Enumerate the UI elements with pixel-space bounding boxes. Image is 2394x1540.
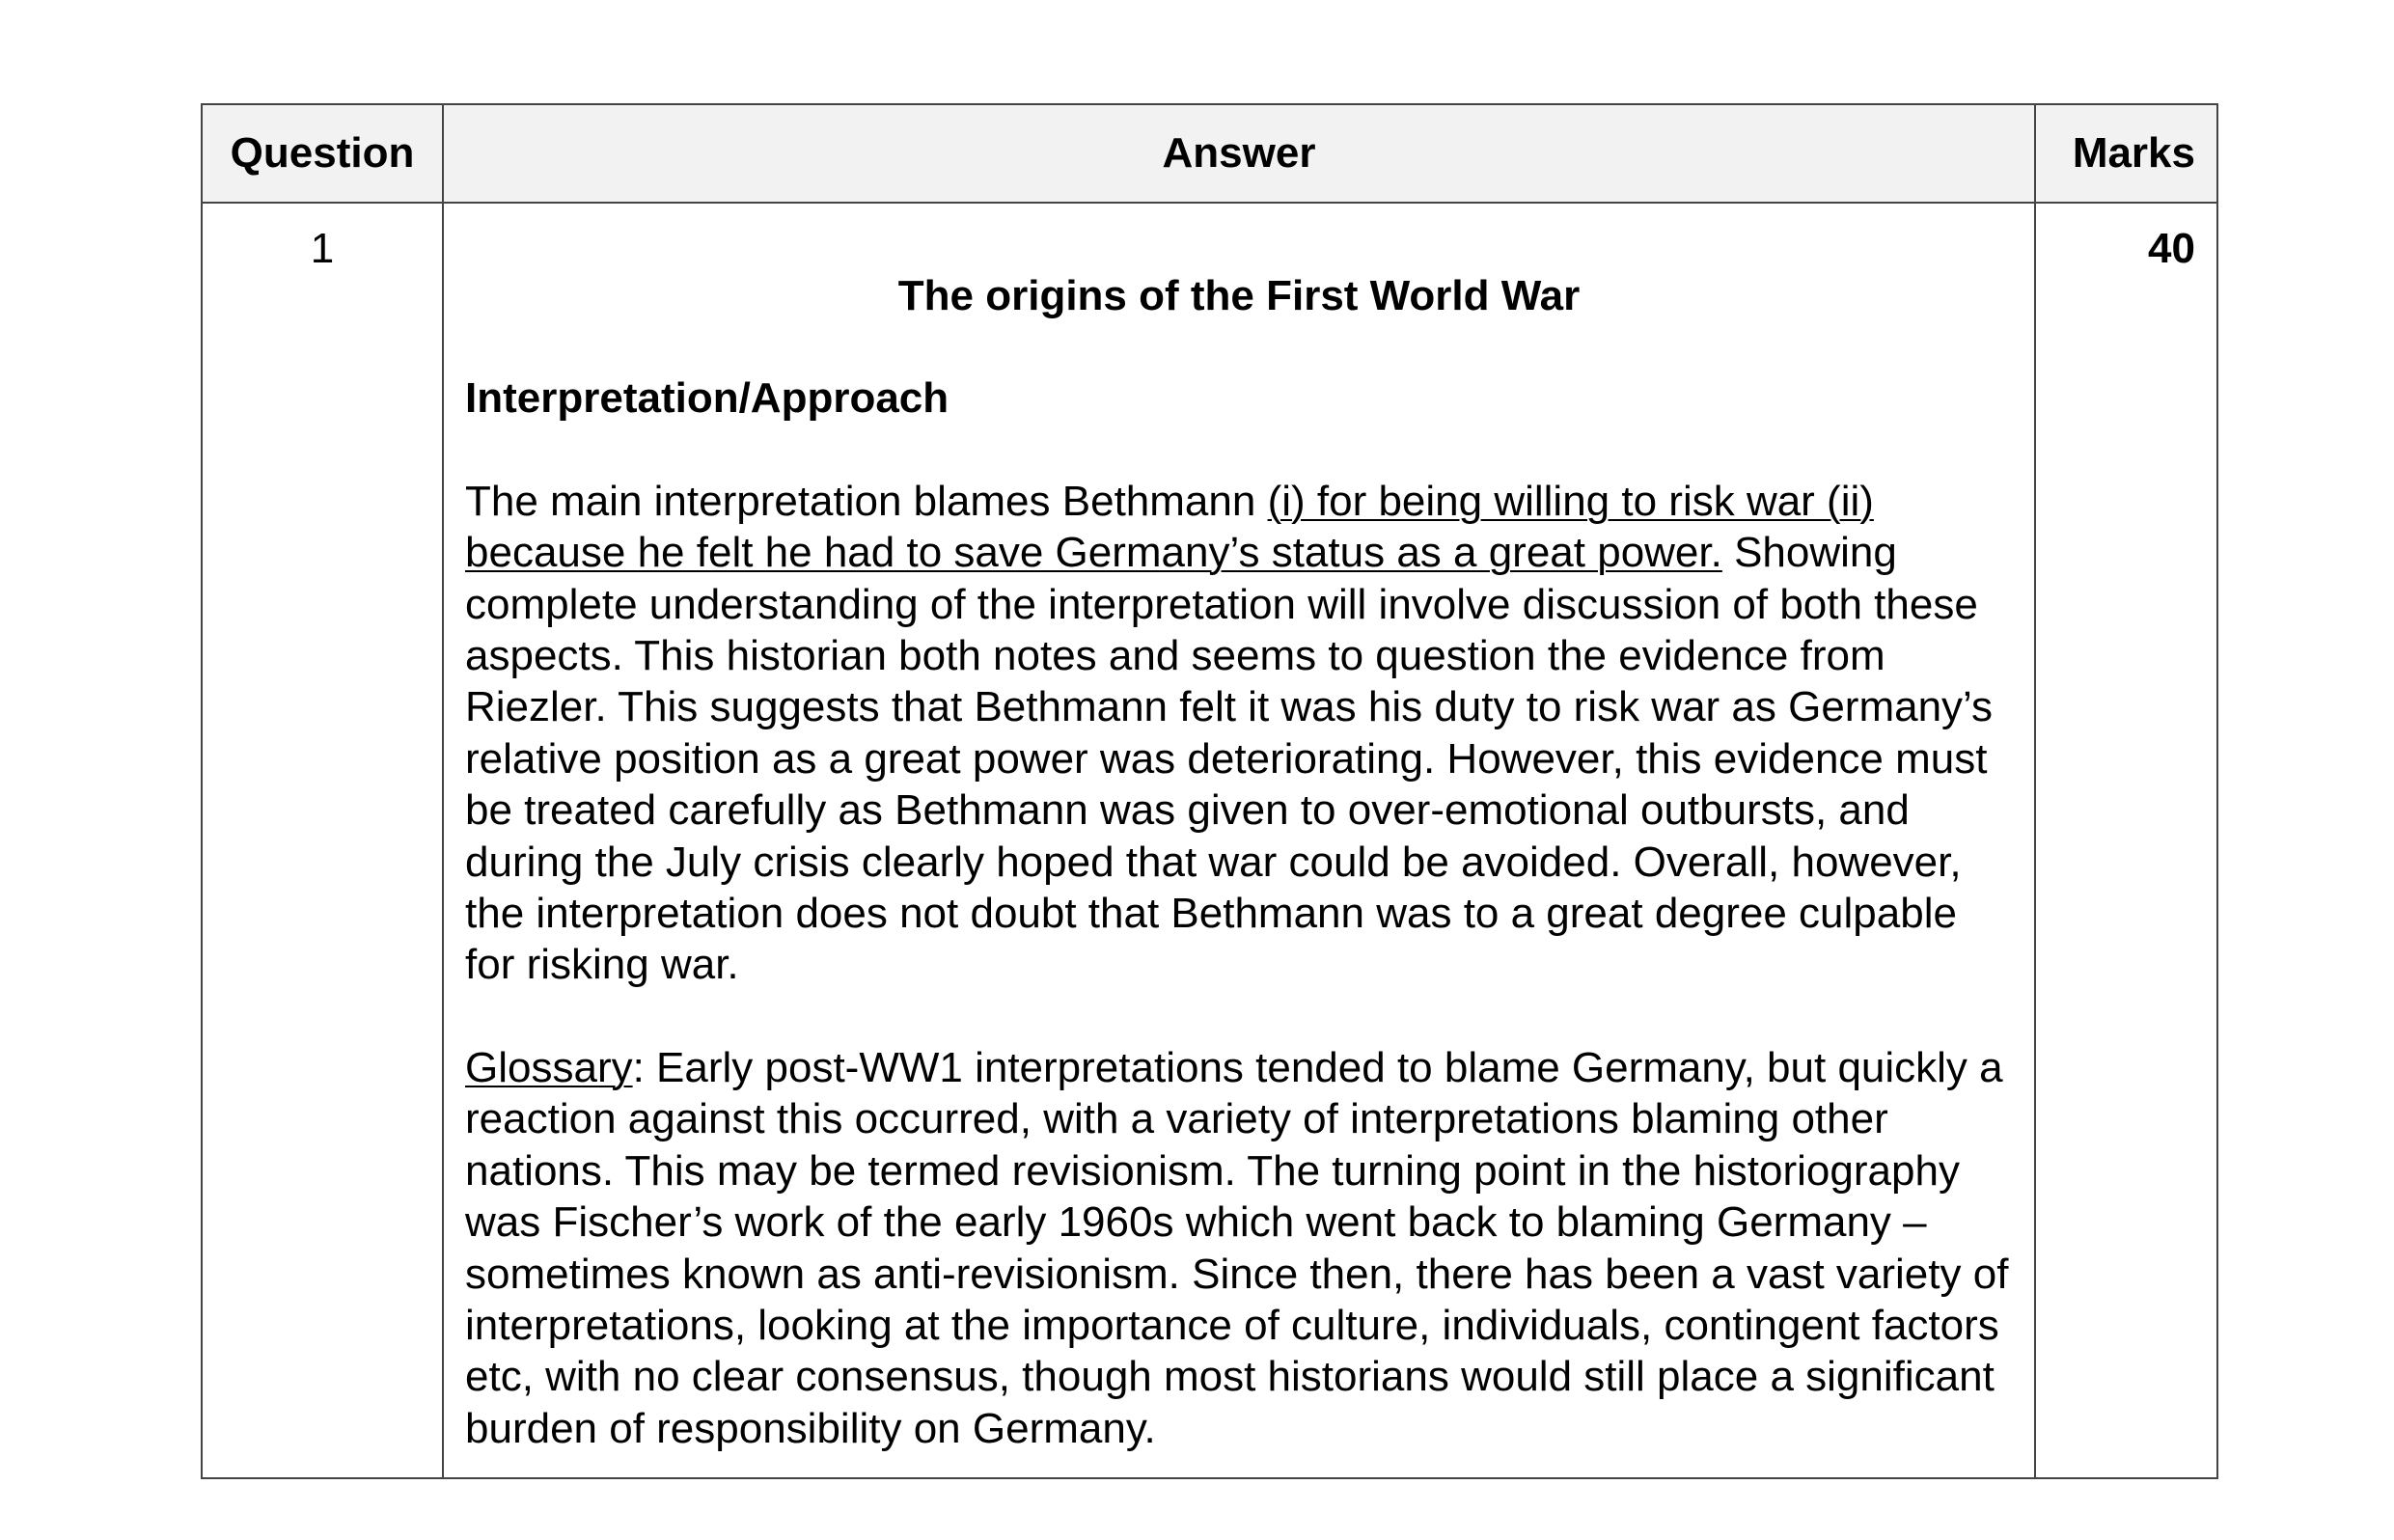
interpretation-lead: The main interpretation blames Bethmann — [465, 477, 1268, 525]
section-heading: Interpretation/Approach — [465, 374, 949, 423]
glossary-text: : Early post-WW1 interpretations tended to blame Germany, but quickly a reaction against this occurred, with a variety of interpretations blaming other nations. This may be termed revisionism. The turning point in the historiography was Fischer’s work of the early 1960s which went back to blaming Germany – sometimes known as anti-revisionism. Since then, there has been a vast variety of interpretations, looking at the importance of culture, individuals, contingent factors etc, with no clear consensus, though most historians would still place a significant burden of responsibility on Germany. — [465, 1043, 2009, 1452]
marks-column-header: Marks — [2035, 104, 2217, 203]
table-header — [202, 104, 2217, 203]
table-body — [202, 203, 2217, 1478]
glossary-paragraph — [465, 1042, 2013, 1454]
question-column-header: Question — [202, 104, 443, 203]
header-row — [202, 104, 2217, 203]
interpretation-rest: Showing complete understanding of the interpretation will involve discussion of both these aspects. This historian both notes and seems to question the evidence from Riezler. This suggests that Bethmann felt it was his duty to risk war as Germany’s relative position as a great power was deteriorating. However, this evidence must be treated carefully as Bethmann was given to over-emotional outbursts, and during the July crisis clearly hoped that war could be avoided. Overall, however, the interpretation does not doubt that Bethmann was to a great degree culpable for risking war. — [465, 529, 1994, 989]
question-number: 1 — [202, 203, 443, 1478]
interpretation-paragraph — [465, 476, 2013, 991]
topic-title: The origins of the First World War — [897, 272, 1581, 319]
answer-cell — [443, 203, 2035, 1478]
table-row — [202, 203, 2217, 1478]
answer-column-header: Answer — [443, 104, 2035, 203]
interpretation-underlined: (i) for being willing to risk war (ii) because he felt he had to save Germany’s status as a great power. — [465, 477, 1874, 577]
marks-value: 40 — [2035, 203, 2217, 1478]
mark-scheme-table — [201, 103, 2218, 1479]
glossary-label: Glossary — [465, 1043, 633, 1091]
